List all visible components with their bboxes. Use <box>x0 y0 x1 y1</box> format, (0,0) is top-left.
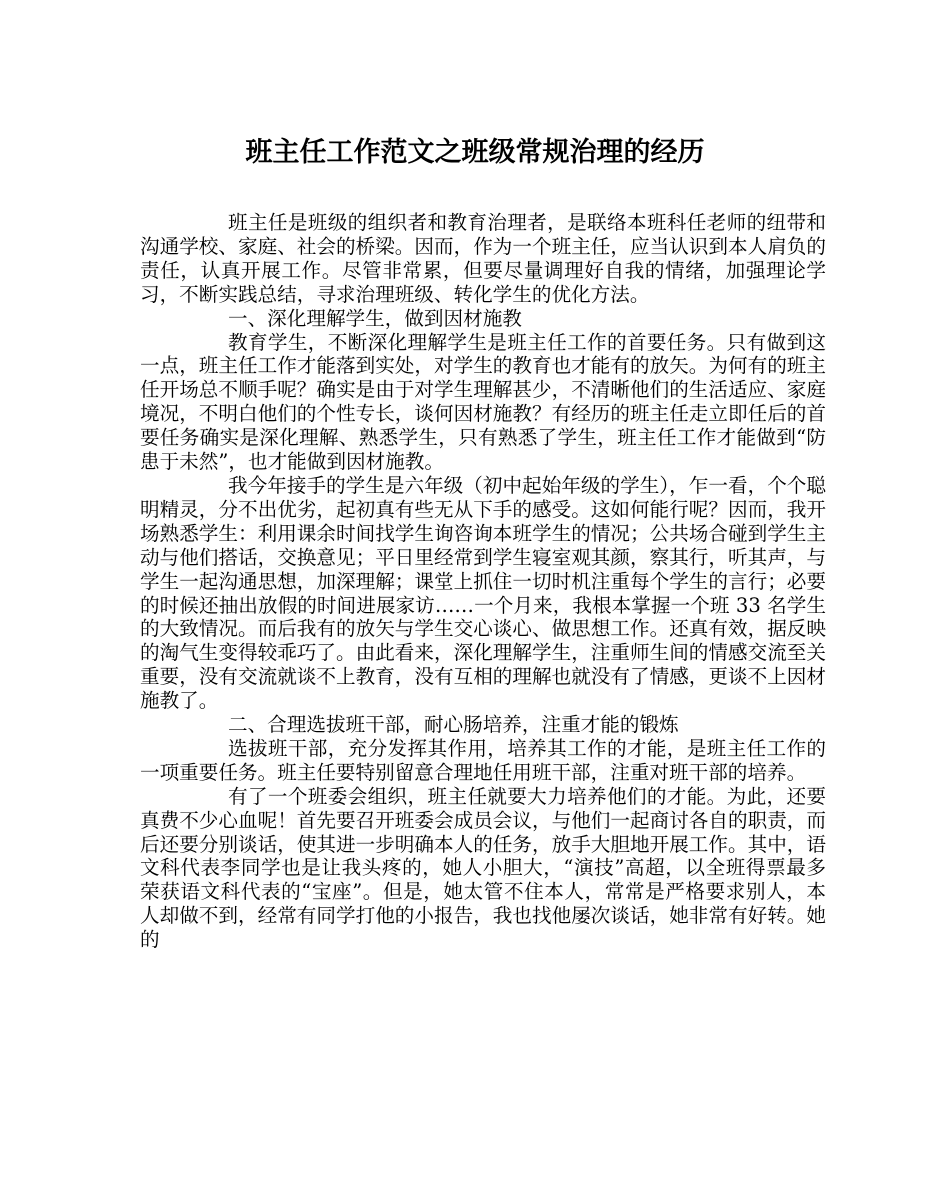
paragraph: 有了一个班委会组织，班主任就要大力培养他们的才能。为此，还要真费不少心血呢！首先要召开班委会成员会议，与他们一起商讨各自的职责，而后还要分别谈话，使其进一步明确本人的任务，放手大胆地开展工作。其中，语文科代表李同学也是让我头疼的，她人小胆大，“演技”高超，以全班得票最多荣获语文科代表的“宝座”。但是，她太管不住本人，常常是严格要求别人，本人却做不到，经常有同学打他的小报告，我也找他屡次谈话，她非常有好转。她的 <box>140 784 826 952</box>
paragraph: 选拔班干部，充分发挥其作用，培养其工作的才能，是班主任工作的一项重要任务。班主任要特别留意合理地任用班干部，注重对班干部的培养。 <box>140 736 826 784</box>
document-title: 班主任工作范文之班级常规治理的经历 <box>245 137 705 168</box>
paragraph: 教育学生，不断深化理解学生是班主任工作的首要任务。只有做到这一点，班主任工作才能落到实处，对学生的教育也才能有的放矢。为何有的班主任开场总不顺手呢？确实是由于对学生理解甚少，不清晰他们的生活适应、家庭境况，不明白他们的个性专长，谈何因材施教？有经历的班主任走立即任后的首要任务确实是深化理解、熟悉学生，只有熟悉了学生，班主任工作才能做到“防患于未然”，也才能做到因材施教。 <box>140 330 826 474</box>
section-heading: 二、合理选拔班干部，耐心肠培养，注重才能的锻炼 <box>228 713 679 737</box>
paragraph: 班主任是班级的组织者和教育治理者，是联络本班科任老师的纽带和沟通学校、家庭、社会的桥梁。因而，作为一个班主任，应当认识到本人肩负的责任，认真开展工作。尽管非常累，但要尽量调理好自我的情绪，加强理论学习，不断实践总结，寻求治理班级、转化学生的优化方法。 <box>140 211 826 306</box>
document-body <box>140 211 826 952</box>
section-heading: 一、深化理解学生，做到因材施教 <box>228 306 522 330</box>
paragraph: 我今年接手的学生是六年级（初中起始年级的学生），乍一看，个个聪明精灵，分不出优劣，起初真有些无从下手的感受。这如何能行呢？因而，我开场熟悉学生：利用课余时间找学生询咨询本班学生的情况；公共场合碰到学生主动与他们搭话，交换意见；平日里经常到学生寝室观其颜，察其行，听其声，与学生一起沟通思想，加深理解；课堂上抓住一切时机注重每个学生的言行；必要的时候还抽出放假的时间进展家访……一个月来，我根本掌握一个班 33 名学生的大致情况。而后我有的放矢与学生交心谈心、做思想工作。还真有效，据反映的淘气生变得较乖巧了。由此看来，深化理解学生，注重师生间的情感交流至关重要，没有交流就谈不上教育，没有互相的理解也就没有了情感，更谈不上因材施教了。 <box>140 473 826 713</box>
